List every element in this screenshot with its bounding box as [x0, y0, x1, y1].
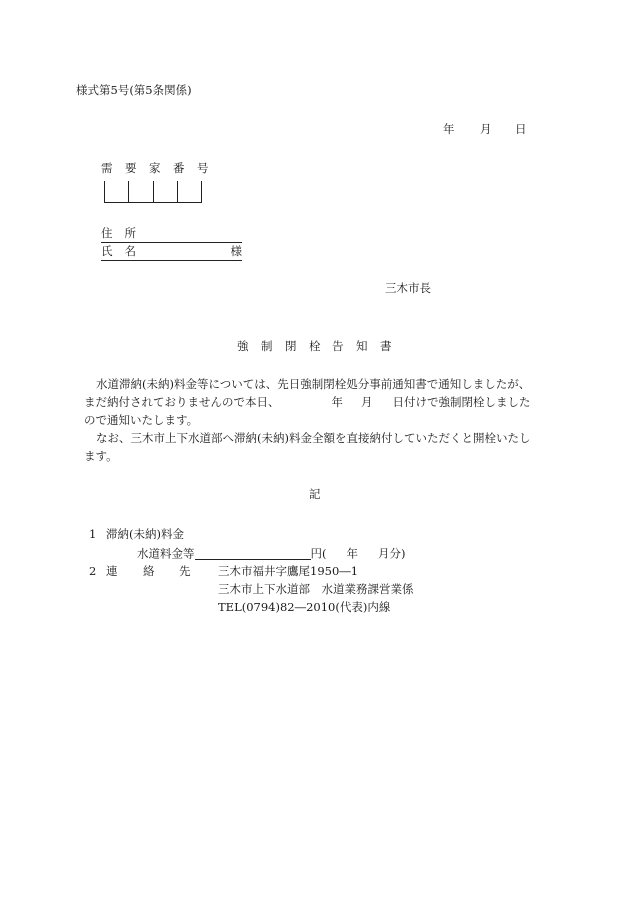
address-label-1: 住 — [101, 226, 113, 240]
body-p1-line2-b: 日付けで強制閉栓しました — [392, 395, 531, 409]
body-p1-line1: 水道滞納(未納)料金等については、先日強制閉栓処分事前通知書で通知しましたが、 — [96, 377, 531, 391]
name-label-2: 名 — [124, 244, 136, 258]
amount-field[interactable] — [195, 547, 311, 560]
customer-number-char: 号 — [197, 161, 209, 175]
contact-phone: TEL(0794)82―2010(代表)内線 — [218, 600, 391, 614]
body-p2-line1: なお、三木市上下水道部へ滞納(未納)料金全額を直接納付していただくと開栓いたし — [96, 431, 531, 445]
customer-number-field[interactable] — [104, 181, 202, 203]
body-p1-line2 — [84, 397, 531, 409]
item2-label-3: 先 — [179, 564, 191, 578]
ki-heading: 記 — [309, 487, 321, 501]
item1-sub-label: 水道料金等 — [137, 546, 195, 561]
name-field[interactable] — [101, 246, 242, 261]
customer-number-char: 家 — [149, 161, 161, 175]
form-number: 様式第5号(第5条関係) — [76, 83, 192, 97]
item1-yen: 円( — [310, 546, 327, 561]
contact-department: 三木市上下水道部 水道業務課営業係 — [218, 582, 414, 596]
item2-label-2: 絡 — [143, 564, 155, 578]
item1-month: 月分) — [378, 546, 406, 561]
customer-number-char: 需 — [101, 161, 113, 175]
body-p1-line2-month: 月 — [361, 395, 373, 409]
title-char: 知 — [356, 339, 368, 353]
contact-address: 三木市福井字鷹尾1950―1 — [218, 564, 359, 578]
name-row — [101, 246, 242, 261]
address-row — [101, 228, 242, 243]
title-char: 強 — [237, 339, 249, 353]
body-p1-line2-year: 年 — [331, 395, 343, 409]
title-char: 栓 — [309, 339, 321, 353]
title-char: 制 — [261, 339, 273, 353]
title-char: 閉 — [285, 339, 297, 353]
customer-number-char: 要 — [125, 161, 137, 175]
customer-number-char: 番 — [173, 161, 185, 175]
address-label-2: 所 — [124, 226, 136, 240]
item1-label: 滞納(未納)料金 — [106, 527, 184, 541]
title-char: 書 — [380, 339, 392, 353]
item1-year: 年 — [346, 546, 358, 561]
date-month-label: 月 — [480, 122, 492, 136]
body-p2-line2: ます。 — [84, 449, 118, 463]
item2-number: 2 — [89, 564, 97, 578]
honorific-sama: 様 — [230, 244, 242, 258]
item2-label-1: 連 — [106, 564, 118, 578]
date-day-label: 日 — [515, 122, 527, 136]
item1-number: 1 — [89, 527, 97, 541]
body-p1-line3: ので通知いたします。 — [84, 413, 199, 427]
item1-subrow — [137, 547, 406, 560]
issuer-mayor: 三木市長 — [385, 281, 431, 295]
date-year-label: 年 — [443, 122, 455, 136]
title-char: 告 — [332, 339, 344, 353]
body-p1-line2-a: まだ納付されておりませんので本日、 — [84, 395, 280, 409]
name-label-1: 氏 — [101, 244, 113, 258]
address-field[interactable] — [101, 228, 242, 243]
